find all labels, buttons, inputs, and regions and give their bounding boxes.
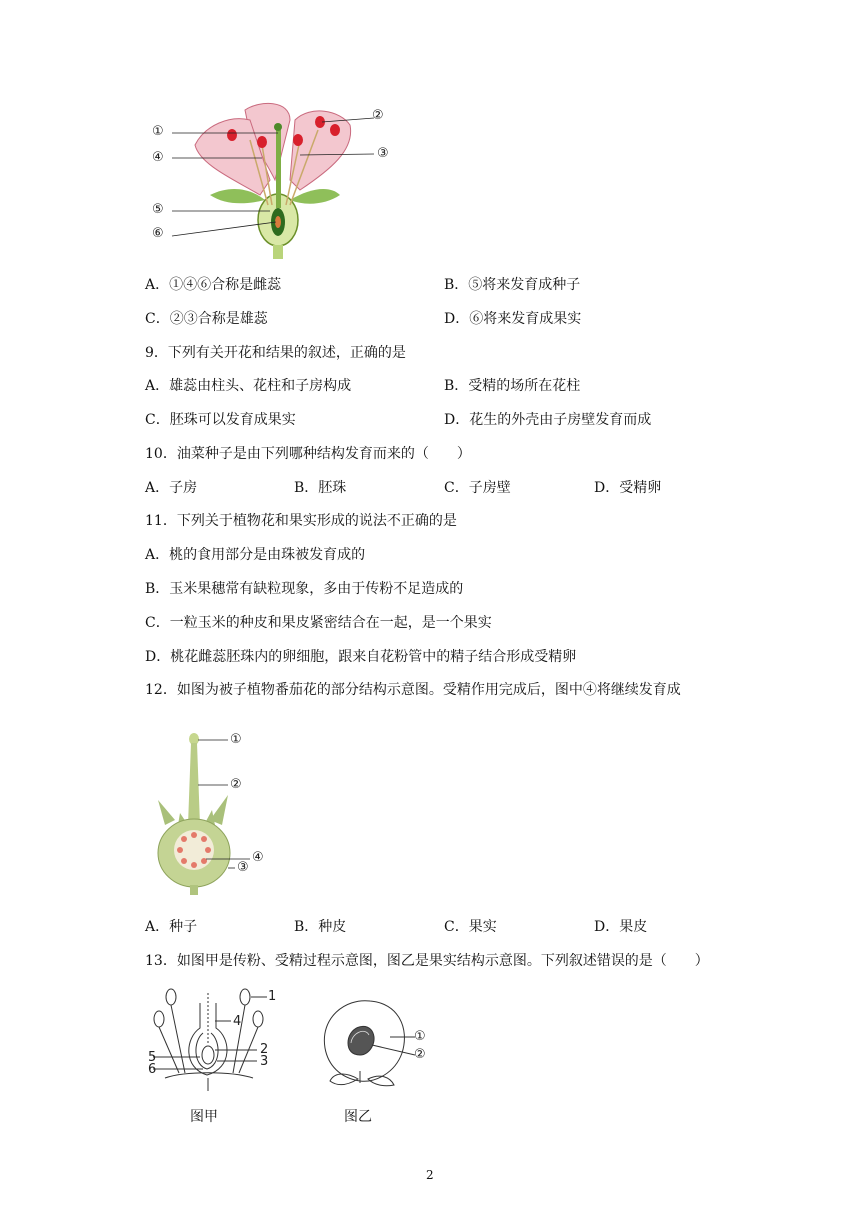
flower-label-6: ⑥	[152, 226, 164, 241]
q10-option-a: A．子房	[145, 480, 198, 496]
yi-label-2: ②	[414, 1047, 426, 1062]
q8-option-c: C．②③合称是雄蕊	[145, 311, 268, 327]
q12-option-d: D．果皮	[594, 919, 648, 935]
q13-stem: 13．如图甲是传粉、受精过程示意图，图乙是果实结构示意图。下列叙述错误的是（ ）	[145, 953, 709, 969]
q11-option-b: B．玉米果穗常有缺粒现象，多由于传粉不足造成的	[145, 581, 464, 597]
q12-option-a: A．种子	[145, 919, 198, 935]
jia-label-4: 4	[233, 1014, 242, 1029]
flower-label-3: ③	[377, 146, 389, 161]
q12-option-b: B．种皮	[294, 919, 347, 935]
q9-option-d: D．花生的外壳由子房壁发育而成	[444, 412, 652, 428]
flower-label-4: ④	[152, 150, 164, 165]
q12-option-c: C．果实	[444, 919, 497, 935]
tomato-label-1: ①	[230, 732, 242, 747]
tomato-label-2: ②	[230, 777, 242, 792]
jia-label-1: 1	[268, 989, 277, 1004]
yi-label-1: ①	[414, 1029, 426, 1044]
q11-option-d: D．桃花雌蕊胚珠内的卵细胞，跟来自花粉管中的精子结合形成受精卵	[145, 649, 577, 665]
q10-option-b: B．胚珠	[294, 480, 347, 496]
q11-option-a: A．桃的食用部分是由珠被发育成的	[145, 547, 366, 563]
q9-option-c: C．胚珠可以发育成果实	[145, 412, 296, 428]
yi-caption: 图乙	[344, 1109, 372, 1125]
q10-stem: 10．油菜种子是由下列哪种结构发育而来的（ ）	[145, 446, 471, 462]
jia-label-5: 5	[148, 1050, 157, 1065]
q9-stem: 9．下列有关开花和结果的叙述，正确的是	[145, 345, 406, 361]
jia-label-6: 6	[148, 1062, 157, 1077]
q8-option-b: B．⑤将来发育成种子	[444, 277, 581, 293]
jia-caption: 图甲	[190, 1109, 218, 1125]
q11-stem: 11．下列关于植物花和果实形成的说法不正确的是	[145, 513, 457, 529]
tomato-label-3: ③	[237, 860, 249, 875]
tomato-pistil-diagram	[150, 725, 280, 895]
q10-option-c: C．子房壁	[444, 480, 511, 496]
fruit-diagram	[310, 993, 440, 1098]
q8-option-d: D．⑥将来发育成果实	[444, 311, 582, 327]
flower-label-5: ⑤	[152, 202, 164, 217]
q10-option-d: D．受精卵	[594, 480, 662, 496]
q9-option-b: B．受精的场所在花柱	[444, 378, 581, 394]
flower-label-1: ①	[152, 124, 164, 139]
flower-diagram	[150, 100, 400, 260]
page-number: 2	[426, 1168, 434, 1182]
q9-option-a: A．雄蕊由柱头、花柱和子房构成	[145, 378, 352, 394]
q8-option-a: A．①④⑥合称是雌蕊	[145, 277, 282, 293]
tomato-label-4: ④	[252, 850, 264, 865]
jia-label-3: 3	[260, 1054, 269, 1069]
q12-stem: 12．如图为被子植物番茄花的部分结构示意图。受精作用完成后，图中④将继续发育成	[145, 682, 681, 698]
q11-option-c: C．一粒玉米的种皮和果皮紧密结合在一起，是一个果实	[145, 615, 492, 631]
jia-label-2: 2	[260, 1042, 269, 1057]
flower-label-2: ②	[372, 108, 384, 123]
